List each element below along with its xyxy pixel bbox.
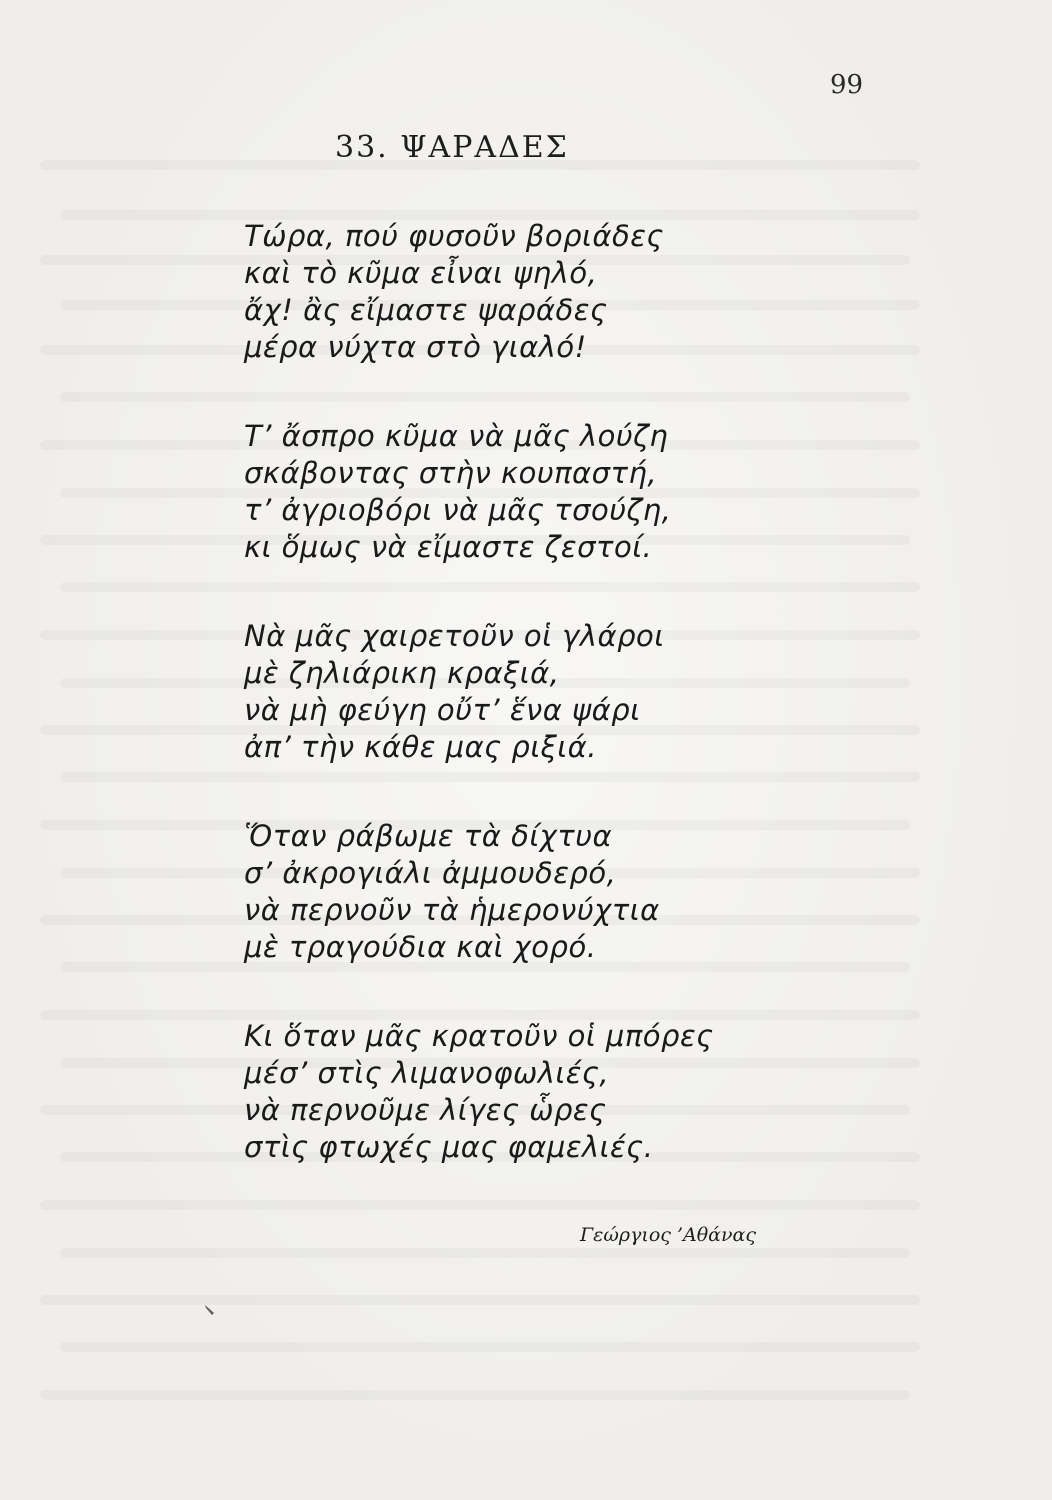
- stanza-4: [244, 818, 944, 966]
- stanza-3: [244, 618, 944, 766]
- stanza-1: [244, 218, 944, 366]
- verse-line: ἄχ! ἂς εἴμαστε ψαράδες: [244, 293, 608, 327]
- verse-line: Νὰ μᾶς χαιρετοῦν οἱ γλάροι: [244, 619, 665, 653]
- verse-line: μὲ τραγούδια καὶ χορό.: [244, 930, 597, 964]
- verse-line: νὰ περνοῦν τὰ ἡμερονύχτια: [244, 893, 660, 927]
- verse-line: καὶ τὸ κῦμα εἶναι ψηλό,: [244, 256, 598, 290]
- verse-line: σ’ ἀκρογιάλι ἀμμουδερό,: [244, 856, 617, 890]
- ink-speck: [204, 1304, 216, 1316]
- verse-line: σκάβοντας στὴν κουπαστή,: [244, 456, 658, 490]
- verse-line: κι ὅμως νὰ εἴμαστε ζεστοί.: [244, 530, 653, 564]
- verse-line: νὰ περνοῦμε λίγες ὧρες: [244, 1093, 607, 1127]
- verse-line: μέσ’ στὶς λιμανοφωλιές,: [244, 1056, 610, 1090]
- verse-line: Τώρα, πού φυσοῦν βοριάδες: [244, 219, 664, 253]
- poem-body: [244, 218, 944, 1218]
- stanza-5: [244, 1018, 944, 1166]
- stanza-2: [244, 418, 944, 566]
- poem-title: 33. ΨΑΡΑΔΕΣ: [335, 130, 569, 165]
- verse-line: Κι ὅταν μᾶς κρατοῦν οἱ μπόρες: [244, 1019, 714, 1053]
- verse-line: Τ’ ἄσπρο κῦμα νὰ μᾶς λούζη: [244, 419, 669, 453]
- verse-line: μέρα νύχτα στὸ γιαλό!: [244, 330, 587, 364]
- verse-line: νὰ μὴ φεύγη οὔτ’ ἕνα ψάρι: [244, 693, 641, 727]
- verse-line: ἀπ’ τὴν κάθε μας ριξιά.: [244, 730, 597, 764]
- verse-line: τ’ ἀγριοβόρι νὰ μᾶς τσούζη,: [244, 493, 672, 527]
- poem-author: Γεώργιος ’Αθάνας: [580, 1224, 757, 1246]
- verse-line: Ὅταν ράβωμε τὰ δίχτυα: [244, 819, 613, 853]
- verse-line: μὲ ζηλιάρικη κραξιά,: [244, 656, 560, 690]
- verse-line: στὶς φτωχές μας φαμελιές.: [244, 1130, 654, 1164]
- page-number: 99: [830, 70, 864, 100]
